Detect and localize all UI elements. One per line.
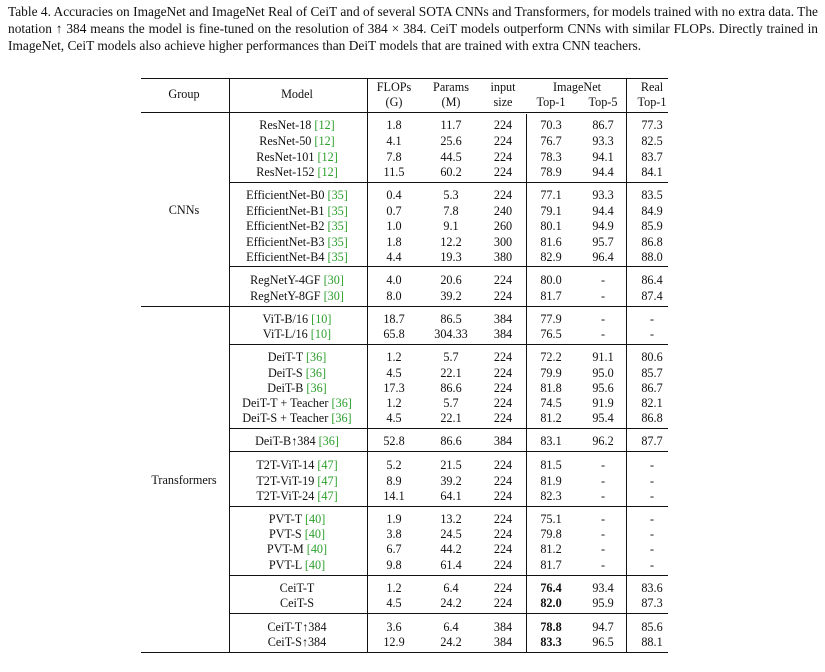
model-name-text: EfficientNet-B3 <box>246 235 325 249</box>
model-name <box>256 490 337 503</box>
model-name <box>256 151 338 164</box>
cell-params: 24.2 <box>440 635 462 649</box>
cell-top5: - <box>600 558 606 572</box>
cell-size: 224 <box>493 134 513 148</box>
cell-flops: 14.1 <box>383 489 405 503</box>
cell-flops: 17.3 <box>383 381 405 395</box>
cell-top5: - <box>600 474 606 488</box>
model-name-text: ResNet-50 <box>259 134 312 148</box>
group-model-divider <box>229 79 230 652</box>
citation-link[interactable]: [40] <box>304 512 326 526</box>
cell-real: 86.7 <box>641 381 663 395</box>
cell-top5: 94.7 <box>592 620 614 634</box>
cell-top5: - <box>600 458 606 472</box>
cell-params: 39.2 <box>440 289 462 303</box>
citation-link[interactable]: [47] <box>317 458 338 472</box>
cell-size: 224 <box>493 350 513 364</box>
cell-top1: 83.3 <box>540 635 562 649</box>
citation-link[interactable]: [36] <box>305 366 327 380</box>
cell-top1: 75.1 <box>540 512 562 526</box>
cell-params: 5.7 <box>443 396 459 410</box>
cell-top1: 74.5 <box>540 396 562 410</box>
citation-link[interactable]: [36] <box>318 434 339 448</box>
cell-params: 304.33 <box>434 327 468 341</box>
cell-size: 224 <box>493 188 513 202</box>
cell-top1: 81.8 <box>540 381 562 395</box>
cell-top1: 78.8 <box>540 620 562 634</box>
header-model: Model <box>281 87 313 101</box>
cell-top5: 95.9 <box>592 596 614 610</box>
citation-link[interactable]: [35] <box>327 204 348 218</box>
cell-size: 224 <box>493 396 513 410</box>
header-imagenet-top1: Top-1 <box>536 95 566 109</box>
size-imagenet-divider <box>526 114 527 652</box>
cell-params: 5.7 <box>443 350 459 364</box>
cell-size: 384 <box>493 434 513 448</box>
header-imagenet-top5: Top-5 <box>588 95 618 109</box>
model-name <box>250 274 344 287</box>
model-name <box>242 397 352 410</box>
model-name-text: CeiT-S <box>279 596 315 610</box>
cell-params: 25.6 <box>440 134 462 148</box>
cell-top1: 76.5 <box>540 327 562 341</box>
cell-top5: 93.4 <box>592 581 614 595</box>
cell-flops: 1.8 <box>386 118 402 132</box>
header-real-top1: Top-1 <box>637 95 667 109</box>
cell-flops: 1.9 <box>386 512 402 526</box>
cell-top1: 79.8 <box>540 527 562 541</box>
citation-link[interactable]: [30] <box>323 289 344 303</box>
cell-params: 5.3 <box>443 188 459 202</box>
model-name <box>280 597 314 610</box>
cell-flops: 11.5 <box>383 165 405 179</box>
cell-flops: 1.0 <box>386 219 402 233</box>
cell-params: 9.1 <box>443 219 459 233</box>
cell-top1: 81.7 <box>540 289 562 303</box>
cell-flops: 1.2 <box>386 581 402 595</box>
cell-flops: 3.8 <box>386 527 402 541</box>
cell-top5: 95.6 <box>592 381 614 395</box>
model-name <box>246 251 348 264</box>
cell-size: 384 <box>493 327 513 341</box>
cell-top5: - <box>600 512 606 526</box>
citation-link[interactable]: [35] <box>327 235 348 249</box>
citation-link[interactable]: [10] <box>310 327 332 341</box>
citation-link[interactable]: [12] <box>314 134 335 148</box>
cell-flops: 8.9 <box>386 474 402 488</box>
cell-real: - <box>649 512 655 526</box>
model-name-text: T2T-ViT-14 <box>256 458 315 472</box>
cell-top5: - <box>600 273 606 287</box>
cell-real: 86.8 <box>641 235 663 249</box>
cell-params: 19.3 <box>440 250 462 264</box>
cell-params: 86.6 <box>440 434 462 448</box>
cell-size: 224 <box>493 273 513 287</box>
cell-top1: 80.1 <box>540 219 562 233</box>
cell-real: 80.6 <box>641 350 663 364</box>
model-name <box>269 513 326 526</box>
cell-real: - <box>649 474 655 488</box>
bottom-rule <box>141 652 668 653</box>
cell-real: - <box>649 542 655 556</box>
cell-real: - <box>649 489 655 503</box>
cell-flops: 4.5 <box>386 411 402 425</box>
cell-params: 86.6 <box>440 381 462 395</box>
cell-flops: 12.9 <box>383 635 405 649</box>
citation-link[interactable]: [47] <box>317 489 338 503</box>
model-name <box>246 220 348 233</box>
model-name <box>242 412 351 425</box>
cell-size: 224 <box>493 150 513 164</box>
model-name-text: DeiT-B↑384 <box>255 434 316 448</box>
cell-real: 84.1 <box>641 165 663 179</box>
cell-real: 86.8 <box>641 411 663 425</box>
model-name <box>256 459 337 472</box>
cell-size: 224 <box>493 489 513 503</box>
cell-size: 224 <box>493 381 513 395</box>
cell-top1: 76.7 <box>540 134 562 148</box>
group-label-cnns: CNNs <box>168 203 200 217</box>
model-name-text: T2T-ViT-19 <box>256 474 315 488</box>
model-name-text: ViT-B/16 <box>262 312 309 326</box>
cell-top1: 81.7 <box>540 558 562 572</box>
cell-size: 224 <box>493 558 513 572</box>
model-name-text: CeiT-T <box>279 581 315 595</box>
cell-real: 87.3 <box>641 596 663 610</box>
cell-real: 83.5 <box>641 188 663 202</box>
model-name <box>268 351 327 364</box>
cell-top1: 77.1 <box>540 188 562 202</box>
cell-flops: 1.8 <box>386 235 402 249</box>
cell-top1: 77.9 <box>540 312 562 326</box>
model-name-text: PVT-S <box>268 527 302 541</box>
cell-flops: 65.8 <box>383 327 405 341</box>
cell-real: 88.0 <box>641 250 663 264</box>
cell-real: - <box>649 458 655 472</box>
cell-real: 88.1 <box>641 635 663 649</box>
model-name-text: ResNet-152 <box>256 165 315 179</box>
cell-flops: 9.8 <box>386 558 402 572</box>
model-name <box>263 328 331 341</box>
section-rule <box>229 451 668 452</box>
cell-params: 39.2 <box>440 474 462 488</box>
imagenet-real-divider <box>626 79 627 652</box>
cell-top5: 96.4 <box>592 250 614 264</box>
cell-size: 300 <box>493 235 513 249</box>
citation-link[interactable]: [36] <box>331 396 352 410</box>
model-name <box>280 582 315 595</box>
cell-top5: 95.7 <box>592 235 614 249</box>
cell-top1: 82.0 <box>540 596 562 610</box>
cell-real: 83.7 <box>641 150 663 164</box>
model-name-text: ViT-L/16 <box>262 327 308 341</box>
cell-flops: 1.2 <box>386 396 402 410</box>
citation-link[interactable]: [36] <box>331 411 352 425</box>
cell-size: 224 <box>493 542 513 556</box>
model-name <box>256 475 337 488</box>
cell-size: 380 <box>493 250 513 264</box>
cell-top5: - <box>600 289 606 303</box>
model-name-text: RegNetY-8GF <box>250 289 321 303</box>
cell-real: 82.5 <box>641 134 663 148</box>
citation-link[interactable]: [12] <box>317 150 338 164</box>
cell-top5: 91.9 <box>592 396 614 410</box>
cell-flops: 5.2 <box>386 458 402 472</box>
cell-flops: 3.6 <box>386 620 402 634</box>
model-name <box>256 166 338 179</box>
model-name-text: EfficientNet-B4 <box>246 250 325 264</box>
cell-top1: 81.2 <box>540 411 562 425</box>
cell-flops: 52.8 <box>383 434 405 448</box>
cell-top1: 81.2 <box>540 542 562 556</box>
model-name-text: ResNet-101 <box>256 150 315 164</box>
cell-top5: 94.1 <box>592 150 614 164</box>
cell-params: 21.5 <box>440 458 462 472</box>
model-name-text: PVT-M <box>266 542 304 556</box>
cell-top1: 81.6 <box>540 235 562 249</box>
cell-flops: 8.0 <box>386 289 402 303</box>
cell-top5: - <box>600 312 606 326</box>
header-flops: FLOPs <box>376 80 412 94</box>
top-rule <box>141 78 668 79</box>
cell-flops: 7.8 <box>386 150 402 164</box>
model-name <box>246 236 348 249</box>
citation-link[interactable]: [40] <box>304 558 326 572</box>
model-name-text: EfficientNet-B0 <box>246 188 325 202</box>
cell-size: 224 <box>493 512 513 526</box>
model-name <box>246 205 348 218</box>
cell-top5: 94.4 <box>592 165 614 179</box>
model-name-text: CeiT-T↑384 <box>267 620 327 634</box>
model-name <box>259 135 334 148</box>
section-rule <box>229 506 668 507</box>
citation-link[interactable]: [35] <box>327 188 348 202</box>
cell-real: 85.6 <box>641 620 663 634</box>
cell-top1: 79.9 <box>540 366 562 380</box>
section-rule <box>229 182 668 183</box>
cell-top1: 76.4 <box>540 581 562 595</box>
cell-real: 85.7 <box>641 366 663 380</box>
cell-real: 83.6 <box>641 581 663 595</box>
cell-top1: 80.0 <box>540 273 562 287</box>
model-name <box>259 119 334 132</box>
cell-params: 6.4 <box>443 620 459 634</box>
cell-top5: 94.4 <box>592 204 614 218</box>
cell-top5: - <box>600 527 606 541</box>
cell-size: 224 <box>493 596 513 610</box>
cell-real: 77.3 <box>641 118 663 132</box>
model-metrics-divider <box>367 79 368 652</box>
header-imagenet: ImageNet <box>552 80 602 94</box>
cell-size: 224 <box>493 474 513 488</box>
header-params: Params <box>433 80 469 94</box>
cell-top1: 82.3 <box>540 489 562 503</box>
cell-size: 384 <box>493 312 513 326</box>
cell-params: 44.2 <box>440 542 462 556</box>
section-rule <box>229 575 668 576</box>
cell-top5: 95.4 <box>592 411 614 425</box>
cell-top5: - <box>600 327 606 341</box>
model-name-text: RegNetY-4GF <box>250 273 321 287</box>
cell-params: 7.8 <box>443 204 459 218</box>
cell-size: 240 <box>493 204 513 218</box>
cell-params: 64.1 <box>440 489 462 503</box>
cell-size: 224 <box>493 165 513 179</box>
model-name <box>269 559 325 572</box>
citation-link[interactable]: [10] <box>311 312 332 326</box>
cell-params: 24.5 <box>440 527 462 541</box>
model-name-text: T2T-ViT-24 <box>256 489 315 503</box>
model-name-text: DeiT-B <box>267 381 304 395</box>
model-name-text: PVT-T <box>268 512 302 526</box>
cell-params: 22.1 <box>440 366 462 380</box>
citation-link[interactable]: [40] <box>306 542 328 556</box>
cell-top5: 96.5 <box>592 635 614 649</box>
cell-params: 13.2 <box>440 512 462 526</box>
model-name-text: DeiT-T <box>267 350 303 364</box>
model-name <box>267 543 327 556</box>
cell-params: 6.4 <box>443 581 459 595</box>
cell-flops: 4.5 <box>386 366 402 380</box>
cell-real: 87.7 <box>641 434 663 448</box>
citation-link[interactable]: [36] <box>306 381 327 395</box>
cell-real: - <box>649 327 655 341</box>
header-real: Real <box>640 80 664 94</box>
cell-top5: 86.7 <box>592 118 614 132</box>
cell-size: 224 <box>493 458 513 472</box>
citation-link[interactable]: [36] <box>305 350 327 364</box>
cell-params: 44.5 <box>440 150 462 164</box>
model-name <box>263 313 332 326</box>
cell-size: 224 <box>493 366 513 380</box>
cell-top5: 93.3 <box>592 134 614 148</box>
citation-link[interactable]: [35] <box>327 250 348 264</box>
citation-link[interactable]: [40] <box>304 527 326 541</box>
model-name <box>268 636 326 649</box>
group-label-transformers: Transformers <box>151 473 217 487</box>
cell-top1: 72.2 <box>540 350 562 364</box>
header-input: input <box>490 80 516 94</box>
section-rule <box>229 344 668 345</box>
cell-top1: 81.9 <box>540 474 562 488</box>
cell-size: 224 <box>493 411 513 425</box>
cell-top1: 70.3 <box>540 118 562 132</box>
header-params-unit: (M) <box>441 95 461 109</box>
section-rule <box>229 428 668 429</box>
model-name-text: DeiT-S + Teacher <box>242 411 329 425</box>
group-rule <box>141 306 668 307</box>
model-name <box>250 290 344 303</box>
cell-real: 82.1 <box>641 396 663 410</box>
cell-size: 260 <box>493 219 513 233</box>
cell-top5: 94.9 <box>592 219 614 233</box>
cell-params: 60.2 <box>440 165 462 179</box>
cell-params: 24.2 <box>440 596 462 610</box>
cell-params: 86.5 <box>440 312 462 326</box>
cell-params: 11.7 <box>440 118 462 132</box>
cell-real: - <box>649 312 655 326</box>
header-flops-unit: (G) <box>385 95 403 109</box>
cell-params: 20.6 <box>440 273 462 287</box>
cell-size: 224 <box>493 581 513 595</box>
cell-size: 224 <box>493 118 513 132</box>
cell-flops: 4.1 <box>386 134 402 148</box>
model-name <box>268 367 326 380</box>
model-name-text: EfficientNet-B2 <box>246 219 325 233</box>
cell-params: 61.4 <box>440 558 462 572</box>
header-rule <box>141 112 668 113</box>
cell-size: 224 <box>493 289 513 303</box>
citation-link[interactable]: [35] <box>327 219 348 233</box>
cell-size: 224 <box>493 527 513 541</box>
cell-flops: 18.7 <box>383 312 405 326</box>
model-name-text: EfficientNet-B1 <box>246 204 325 218</box>
cell-real: 85.9 <box>641 219 663 233</box>
cell-flops: 4.5 <box>386 596 402 610</box>
section-rule <box>229 613 668 614</box>
cell-top1: 79.1 <box>540 204 562 218</box>
citation-link[interactable]: [30] <box>323 273 344 287</box>
cell-size: 384 <box>493 635 513 649</box>
cell-top1: 82.9 <box>540 250 562 264</box>
model-name <box>267 382 326 395</box>
cell-top5: 96.2 <box>592 434 614 448</box>
model-name-text: PVT-L <box>268 558 302 572</box>
model-name <box>267 621 326 634</box>
cell-flops: 4.4 <box>386 250 402 264</box>
cell-real: - <box>649 527 655 541</box>
cell-flops: 0.7 <box>386 204 402 218</box>
cell-flops: 4.0 <box>386 273 402 287</box>
cell-top5: 95.0 <box>592 366 614 380</box>
model-name <box>255 435 339 448</box>
cell-flops: 0.4 <box>386 188 402 202</box>
cell-params: 22.1 <box>440 411 462 425</box>
citation-link[interactable]: [47] <box>317 474 338 488</box>
cell-params: 12.2 <box>440 235 462 249</box>
header-size: size <box>493 95 513 109</box>
cell-top1: 81.5 <box>540 458 562 472</box>
table-caption: Table 4. Accuracies on ImageNet and ImageNet Real of CeiT and of several SOTA CNNs and Transformers, for models trained with no extra data. The notation ↑ 384 means the model is fine-tuned on the resolution of 384 × 384. CeiT models outperform CNNs with similar FLOPs. Directly trained in ImageNet, CeiT models also achieve higher performances than DeiT models that are trained with extra CNN teachers. <box>8 4 818 54</box>
model-name-text: DeiT-T + Teacher <box>242 396 329 410</box>
cell-top5: 91.1 <box>592 350 614 364</box>
citation-link[interactable]: [12] <box>314 118 335 132</box>
model-name-text: DeiT-S <box>267 366 303 380</box>
model-name <box>246 189 348 202</box>
section-rule <box>229 266 668 267</box>
cell-top1: 83.1 <box>540 434 562 448</box>
cell-top1: 78.3 <box>540 150 562 164</box>
cell-real: 86.4 <box>641 273 663 287</box>
cell-real: 84.9 <box>641 204 663 218</box>
model-name-text: CeiT-S↑384 <box>267 635 327 649</box>
cell-top5: - <box>600 489 606 503</box>
citation-link[interactable]: [12] <box>317 165 338 179</box>
cell-size: 384 <box>493 620 513 634</box>
cell-top1: 78.9 <box>540 165 562 179</box>
cell-real: - <box>649 558 655 572</box>
model-name <box>269 528 325 541</box>
cell-flops: 6.7 <box>386 542 402 556</box>
model-name-text: ResNet-18 <box>259 118 312 132</box>
cell-top5: 93.3 <box>592 188 614 202</box>
cell-real: 87.4 <box>641 289 663 303</box>
cell-top5: - <box>600 542 606 556</box>
cell-flops: 1.2 <box>386 350 402 364</box>
header-group: Group <box>168 87 200 101</box>
